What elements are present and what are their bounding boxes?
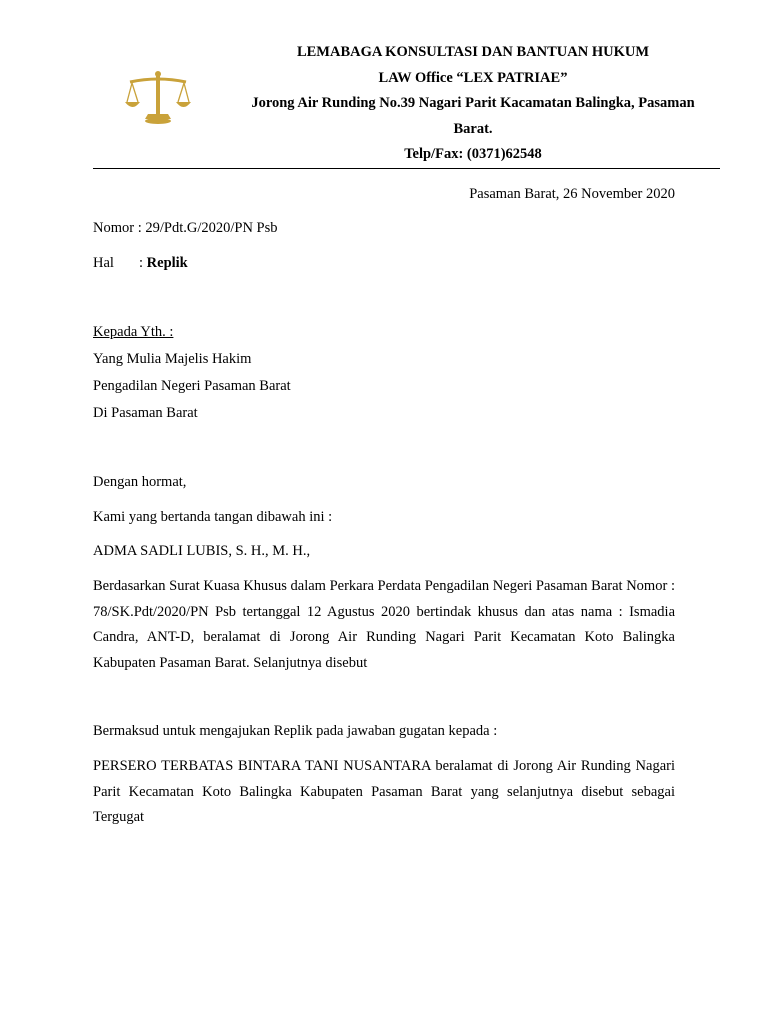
intro-text: Kami yang bertanda tangan dibawah ini : bbox=[93, 509, 333, 525]
recipient-line-3: Di Pasaman Barat bbox=[93, 405, 198, 421]
letter-subject bbox=[93, 251, 675, 277]
recipient-line-1: Yang Mulia Majelis Hakim bbox=[93, 351, 252, 367]
letterhead bbox=[224, 40, 722, 168]
purpose-paragraph: Bermaksud untuk mengajukan Replik pada jawaban gugatan kepada : bbox=[93, 723, 498, 739]
recipient-block bbox=[93, 320, 675, 427]
subject-value: Replik bbox=[146, 255, 188, 271]
scales-of-justice-icon bbox=[124, 68, 192, 126]
subject-separator: : bbox=[139, 255, 147, 271]
office-address: Jorong Air Runding No.39 Nagari Parit Kacamatan Balingka, Pasaman bbox=[251, 95, 695, 111]
defendant-paragraph: PERSERO TERBATAS BINTARA TANI NUSANTARA beralamat di Jorong Air Runding Nagari Parit Kecamatan Koto Balingka Kabupaten Pasaman Barat yang selanjutnya disebut sebagai Tergugat bbox=[93, 758, 675, 825]
subject-label: Hal bbox=[93, 255, 114, 271]
letter-number: Nomor : 29/Pdt.G/2020/PN Psb bbox=[93, 220, 278, 236]
recipient-line-2: Pengadilan Negeri Pasaman Barat bbox=[93, 378, 291, 394]
office-phone: Telp/Fax: (0371)62548 bbox=[404, 146, 542, 162]
power-of-attorney-paragraph: Berdasarkan Surat Kuasa Khusus dalam Perkara Perdata Pengadilan Negeri Pasaman Barat Nomor : 78/SK.Pdt/2020/PN Psb tertanggal 12 Agustus 2020 bertindak khusus dan atas nama : Ismadia Candra, ANT-D, beralamat di Jorong Air Runding Nagari Parit Kecamatan Koto Balingka Kabupaten Pasaman Barat. Selanjutnya disebut bbox=[93, 578, 675, 671]
letterhead-divider bbox=[93, 168, 720, 169]
letter-date: Pasaman Barat, 26 November 2020 bbox=[469, 186, 675, 202]
office-name: LAW Office “LEX PATRIAE” bbox=[378, 69, 568, 86]
greeting: Dengan hormat, bbox=[93, 474, 187, 490]
office-address-cont: Barat. bbox=[453, 120, 493, 137]
recipient-heading: Kepada Yth. : bbox=[93, 324, 174, 340]
attorney-name: ADMA SADLI LUBIS, S. H., M. H., bbox=[93, 543, 311, 559]
organization-name: LEMABAGA KONSULTASI DAN BANTUAN HUKUM bbox=[296, 44, 650, 60]
